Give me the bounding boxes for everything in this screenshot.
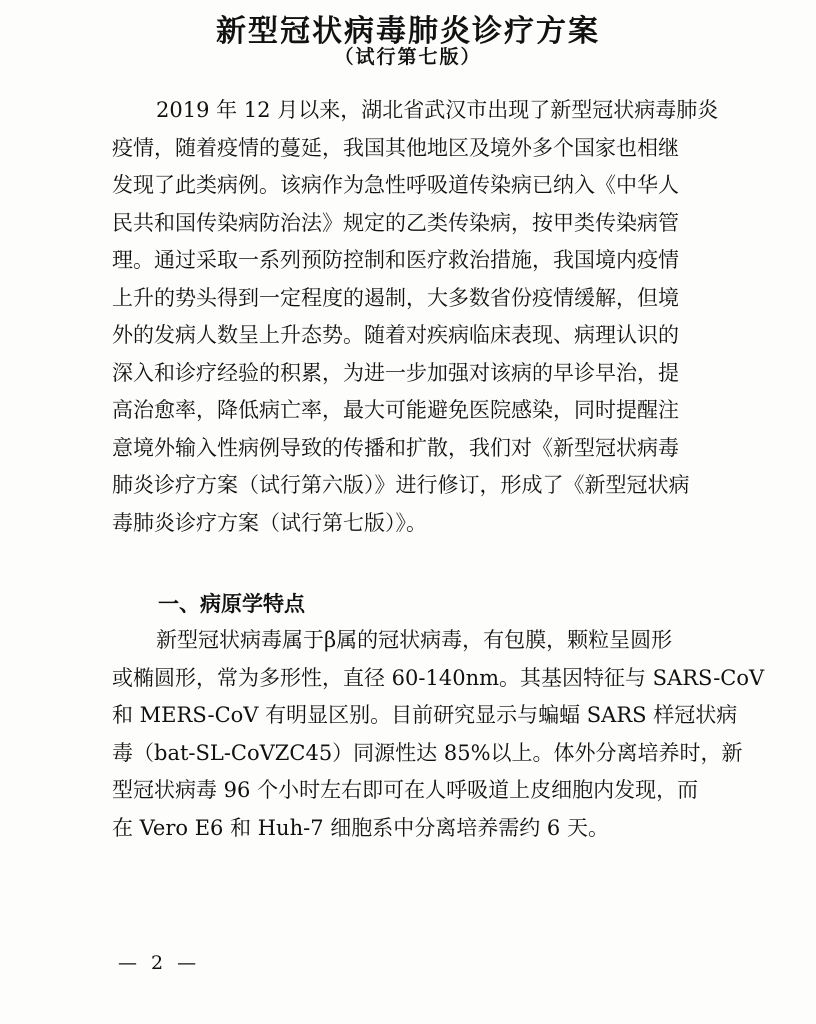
text-line: 深入和诊疗经验的积累，为进一步加强对该病的早诊早治，提	[112, 360, 679, 385]
text-line: 高治愈率，降低病亡率，最大可能避免医院感染，同时提醒注	[112, 398, 679, 422]
text-line: 发现了此类病例。该病作为急性呼吸道传染病已纳入《中华人	[112, 173, 679, 197]
text-line: 毒（bat-SL-CoVZC45）同源性达 85%以上。体外分离培养时，新	[112, 740, 743, 765]
text-line: 外的发病人数呈上升态势。随着对疾病临床表现、病理认识的	[112, 323, 679, 347]
text-line: 理。通过采取一系列预防控制和医疗救治措施，我国境内疫情	[112, 248, 679, 272]
text-line: 在 Vero E6 和 Huh-7 细胞系中分离培养需约 6 天。	[112, 815, 609, 840]
document-title: 新型冠状病毒肺炎诊疗方案	[216, 14, 600, 49]
section-heading: 一、病原学特点	[158, 592, 305, 616]
document-subtitle: （试行第七版）	[334, 46, 482, 68]
text-line: 新型冠状病毒属于β属的冠状病毒，有包膜，颗粒呈圆形	[156, 628, 673, 652]
section-paragraph	[112, 622, 765, 847]
text-line: 民共和国传染病防治法》规定的乙类传染病，按甲类传染病管	[112, 210, 679, 235]
text-line: 疫情，随着疫情的蔓延，我国其他地区及境外多个国家也相继	[112, 135, 679, 160]
intro-paragraph	[112, 92, 719, 542]
text-line: 毒肺炎诊疗方案（试行第七版）》。	[112, 510, 427, 535]
text-line: 或椭圆形，常为多形性，直径 60-140nm。其基因特征与 SARS-CoV	[112, 665, 765, 690]
text-line: 2019 年 12 月以来，湖北省武汉市出现了新型冠状病毒肺炎	[156, 98, 719, 122]
text-line: 上升的势头得到一定程度的遏制，大多数省份疫情缓解，但境	[112, 285, 679, 310]
text-line: 肺炎诊疗方案（试行第六版）》进行修订，形成了《新型冠状病	[112, 473, 690, 497]
page-number: — 2 —	[118, 952, 201, 974]
text-line: 和 MERS-CoV 有明显区别。目前研究显示与蝙蝠 SARS 样冠状病	[112, 703, 738, 727]
text-line: 意境外输入性病例导致的传播和扩散，我们对《新型冠状病毒	[112, 435, 679, 460]
text-line: 型冠状病毒 96 个小时左右即可在人呼吸道上皮细胞内发现，而	[112, 778, 699, 802]
